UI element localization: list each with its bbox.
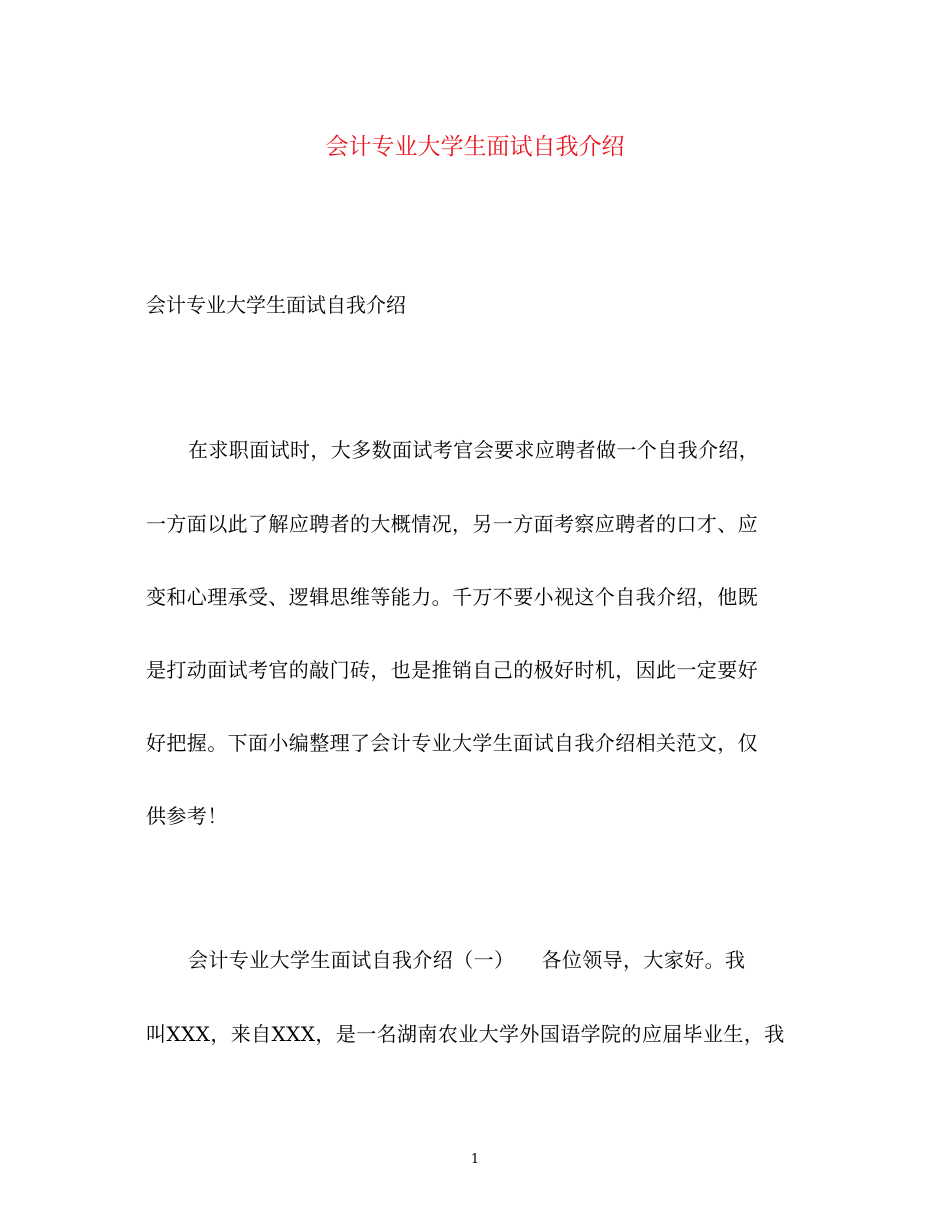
intro-line: 供参考！	[146, 804, 228, 828]
document-title: 会计专业大学生面试自我介绍	[325, 134, 625, 160]
intro-line: 在求职面试时，大多数面试考官会要求应聘者做一个自我介绍，	[188, 438, 760, 462]
section-subheading: 会计专业大学生面试自我介绍	[146, 293, 406, 317]
sample-line: 会计专业大学生面试自我介绍（一） 各位领导，大家好。我	[188, 948, 746, 972]
intro-line: 是打动面试考官的敲门砖，也是推销自己的极好时机，因此一定要好	[146, 658, 758, 682]
intro-line: 变和心理承受、逻辑思维等能力。千万不要小视这个自我介绍，他既	[146, 585, 758, 609]
sample-line: 叫XXX，来自XXX，是一名湖南农业大学外国语学院的应届毕业生，我	[146, 1022, 785, 1046]
intro-line: 一方面以此了解应聘者的大概情况，另一方面考察应聘者的口才、应	[146, 512, 758, 536]
page-number: 1	[470, 1152, 480, 1167]
intro-line: 好把握。下面小编整理了会计专业大学生面试自我介绍相关范文，仅	[146, 731, 758, 755]
